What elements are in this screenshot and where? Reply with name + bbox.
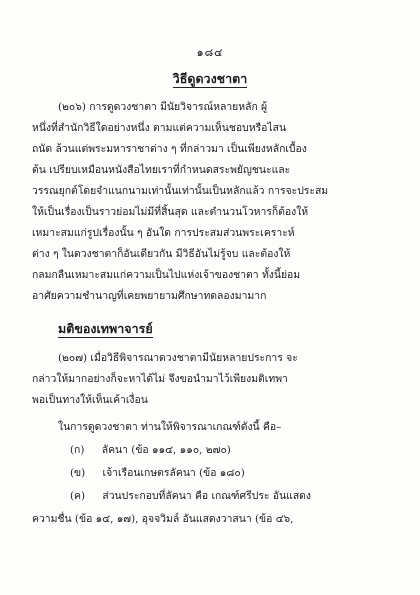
section-heading-text: วิธีดูดวงชาตา — [172, 71, 248, 86]
paragraph-1-line: อาศัยความชำนาญที่เคยพยายามศึกษาทดลองมามาก — [32, 290, 267, 302]
paragraph-2-line: (๒๐๗) เมื่อวิธีพิจารณาดวงชาตามีนัยหลายประการ จะ — [58, 352, 298, 364]
paragraph-1-line: เหมาะสมแก่รูปเรื่องนั้น ๆ อันใด การประสมส่วนพระเคราะห์ — [32, 227, 295, 239]
item-text: เจ้าเรือนเกษตรลัคนา (ข้อ ๑๘๐) — [102, 467, 245, 479]
criteria-item-continuation: ความชื่น (ข้อ ๑๔, ๑๗), อุจจวิมล์ อันแสดงวาสนา (ข้อ ๔๖, — [32, 513, 294, 525]
paragraph-1-line: ต่าง ๆ ในดวงชาตาก็อันเดียวกัน มีวิธีอันไม่รู้จบ และต้องให้ — [32, 248, 291, 260]
item-marker: (ข) — [70, 467, 86, 479]
paragraph-1-line: ถนัด ล้วนแต่พระมหาราชาต่าง ๆ ที่กล่าวมา เป็นเพียงหลักเบื้อง — [32, 143, 307, 155]
paragraph-2-line: กล่าวให้มากอย่างก็จะหาได้ไม่ จึงขอนำมาไว้เพียงมติเทพา — [32, 373, 288, 385]
paragraph-1-line: ให้เป็นเรื่องเป็นราวย่อมไม่มีที่สิ้นสุด และตำนวนโวหารก็ต้องให้ — [32, 206, 309, 218]
paragraph-1-line: วรรณยุกต์โดยจำแนกนามเท่านั้นเท่านั้นเป็นหลักแล้ว การจะประสม — [32, 185, 329, 197]
item-marker: (ค) — [70, 490, 86, 502]
item-text: ลัคนา (ข้อ ๑๑๔, ๑๑๐, ๒๗๐) — [101, 444, 231, 456]
criteria-item — [0, 445, 420, 455]
criteria-item — [0, 468, 420, 478]
criteria-item — [0, 491, 420, 501]
paragraph-1-line: ต้น เปรียบเหมือนหนังสือไทยเราที่กำหนดสระพยัญชนะและ — [32, 164, 291, 176]
paragraph-1-line: หนึ่งที่สำนักวิธีใดอย่างหนึ่ง ตามแต่ความเห็นชอบหรือไสน — [32, 122, 287, 134]
item-marker: (ก) — [70, 444, 85, 456]
page-number: ๑๘๔ — [196, 46, 224, 59]
paragraph-1-line: กลมกลืนเหมาะสมแก่ความเป็นไปแห่งเจ้าของชาตา ทั้งนี้ย่อม — [32, 269, 301, 281]
section-heading-text: มติของเทพาจารย์ — [58, 321, 153, 336]
paragraph-1-line: (๒๐๖) การดูดวงชาตา มีนัยวิจารณ์หลายหลัก ผู้ — [58, 101, 268, 113]
section-heading-how-to-read-chart — [0, 69, 420, 89]
paragraph-2-line: พอเป็นทางให้เห็นเค้าเงื่อน — [32, 394, 148, 406]
section-heading-deva-opinion — [0, 319, 153, 339]
item-text: ส่วนประกอบที่ลัคนา คือ เกณฑ์ศรีประ อันแสดง — [102, 490, 311, 502]
criteria-intro: ในการดูดวงชาตา ท่านให้พิจารณาเกณฑ์ดังนี้ คือ– — [58, 421, 282, 433]
